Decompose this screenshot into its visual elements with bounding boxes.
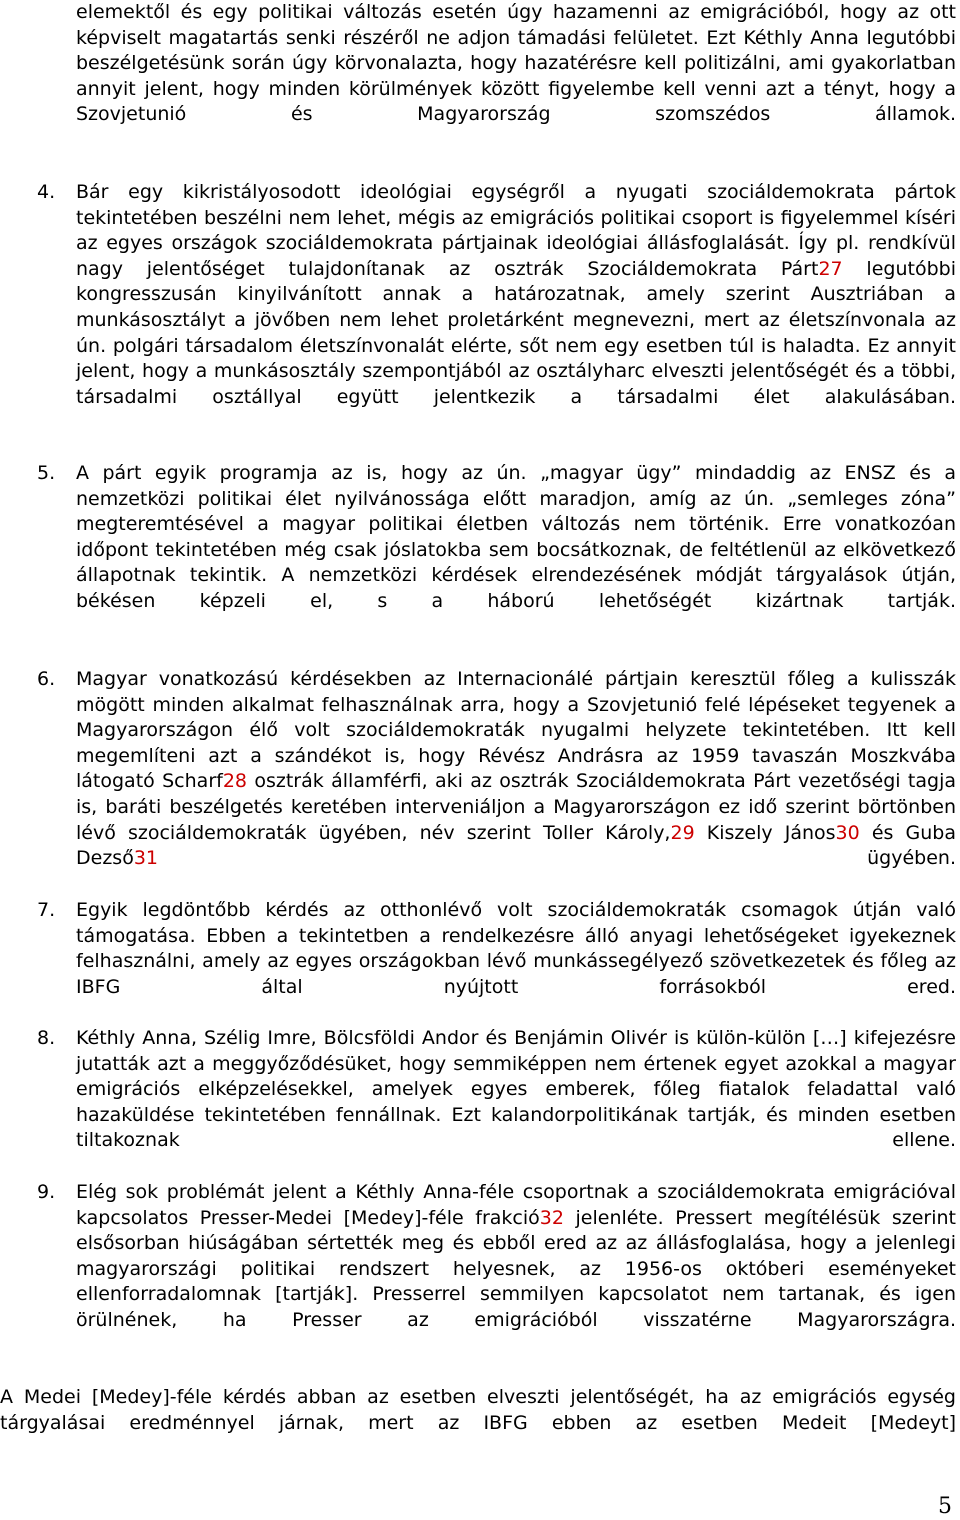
text-run: ügyében. [158,847,956,870]
text-run: elemektől és egy politikai változás esetén úgy hazamenni az emigrációból, hogy az ott képviselt magatartás senki részéről ne adjon támadási felületet. Ezt Kéthly Anna legutóbbi beszélgetésünk során úgy körvonalazta, hogy hazatérésre kell politizálni, ami gyakorlatban annyit jelent, hogy minden körülmények között figyelembe kell venni azt a tényt, hogy a Szovjetunió és Magyarország szomszédos államok. [76,1,956,126]
list-number: 7. [37,899,56,921]
list-number: 4. [37,181,56,203]
list-number: 5. [37,462,56,484]
list-number: 9. [37,1181,56,1203]
text-run: Elég sok problémát jelent a Kéthly Anna-féle csoportnak a szociáldemokrata emigrációval kapcsolatos Presser-Medei [Medey]-féle frakció [76,1181,956,1229]
text-run: Kiszely János [694,821,836,844]
footnote-marker: 29 [670,821,695,844]
text-run: osztrák államférfi, aki az osztrák Szociáldemokrata Párt vezetőségi tagja is, baráti beszélgetés keretében interveniáljon a Magyarországon ez idő szerint börtönben lévő szociáldemokraták ügyében, név szerint Toller Károly, [76,770,956,844]
text-run: és Guba Dezső [76,821,956,870]
footnote-marker: 30 [835,821,860,844]
paragraph-text [76,1180,956,1359]
paragraph-text [76,1026,956,1180]
page-number: 5 [938,1494,952,1519]
footnote-marker: 28 [222,770,248,793]
footnote-marker: 27 [818,257,843,280]
text-run: jelenléte. Pressert megítélésük szerint elsősorban hiúságában sértették meg és ebből ered az az állásfoglalása, hogy a jelenlegi magyarországi politikai rendszert helyesnek, az 1956-os októberi eseményeket ellenforradalomnak [tartják]. Presserrel semmilyen kapcsolatot nem tartanak, és igen örülnének, ha Presser az emigrációból visszatérne Magyarországra. [76,1206,956,1331]
paragraph-text [76,180,956,436]
text-run: Kéthly Anna, Szélig Imre, Bölcsföldi Andor és Benjámin Olivér is külön-külön […] kifejezésre jutatták azt a meggyőződésüket, hogy semmiképpen nem értenek egyet azokkal a magyar emigrációs elképzelésekkel, amelyek egyes emberek, főleg fiatalok feladattal való hazaküldése tekintetében fennállnak. Ezt kalandorpolitikának tartják, és minden esetben tiltakoznak ellene. [76,1027,956,1152]
list-number: 8. [37,1027,56,1049]
list-number: 6. [37,668,56,690]
closing-paragraph: A Medei [Medey]-féle kérdés abban az esetben elveszti jelentőségét, ha az emigrációs egység tárgyalásai eredménnyel járnak, mert az IBFG ebben az esetben Medeit [Medeyt] [0,1386,956,1434]
paragraph-text [76,667,956,897]
text-run: Egyik legdöntőbb kérdés az otthonlévő volt szociáldemokraták csomagok útján való támogatása. Ebben a tekintetben a rendelkezésre álló anyagi lehetőségeket igyekeznek felhasználni, amely az egyes országokban lévő munkássegélyező szövetkezetek és főleg az IBFG által nyújtott forrásokból ered. [76,899,956,998]
paragraph-text [76,898,956,1026]
footnote-marker: 31 [133,847,159,870]
text-run: Magyar vonatkozású kérdésekben az Internacionálé pártjain keresztül főleg a kulisszák mögött minden alkalmat felhasználnak arra, hogy a Szovjetunió felé lépéseket tegyenek a Magyarországon élő volt szociáldemokraták nyugalmi helyzete tekintetében. Itt kell megemlíteni azt a szándékot is, hogy Révész Andrásra az 1959 tavaszán Moszkvába látogató Scharf [76,668,956,793]
footnote-marker: 32 [539,1206,564,1229]
text-run: A párt egyik programja az is, hogy az ún. „magyar ügy” mindaddig az ENSZ és a nemzetközi politikai élet nyilvánossága előtt maradjon, amíg az ún. „semleges zóna” megteremtésével a magyar politikai életben változás nem történik. Erre vonatkozóan időpont tekintetében még csak jóslatokba sem bocsátkoznak, de feltétlenül az elkövetkező állapotnak tekintik. A nemzetközi kérdések elrendezésének módját tárgyalások útján, békésen képzeli el, s a háború lehetőségét kizártnak tartják. [76,462,956,612]
paragraph-text [76,0,956,154]
text-run: legutóbbi kongresszusán kinyilvánított annak a határozatnak, amely szerint Ausztriában a munkásosztályt a jövőben nem lehet proletárként megnevezni, mert az életszínvonala az ún. polgári társadalom életszínvonalát elérte, sőt nem egy esetben túl is haladta. Ez annyit jelent, hogy a munkásosztály szempontjából az osztályharc elveszti jelentőségét és a többi, társadalmi osztállyal együtt jelentkezik a társadalmi élet alakulásában. [76,257,956,408]
text-run: Bár egy kikristályosodott ideológiai egységről a nyugati szociáldemokrata pártok tekintetében beszélni nem lehet, mégis az emigrációs politikai csoport is figyelemmel kíséri az egyes országok szociáldemokrata pártjainak ideológiai állásfoglalását. Így pl. rendkívül nagy jelentőséget tulajdonítanak az osztrák Szociáldemokrata Párt [76,181,956,280]
paragraph-text [76,461,956,640]
